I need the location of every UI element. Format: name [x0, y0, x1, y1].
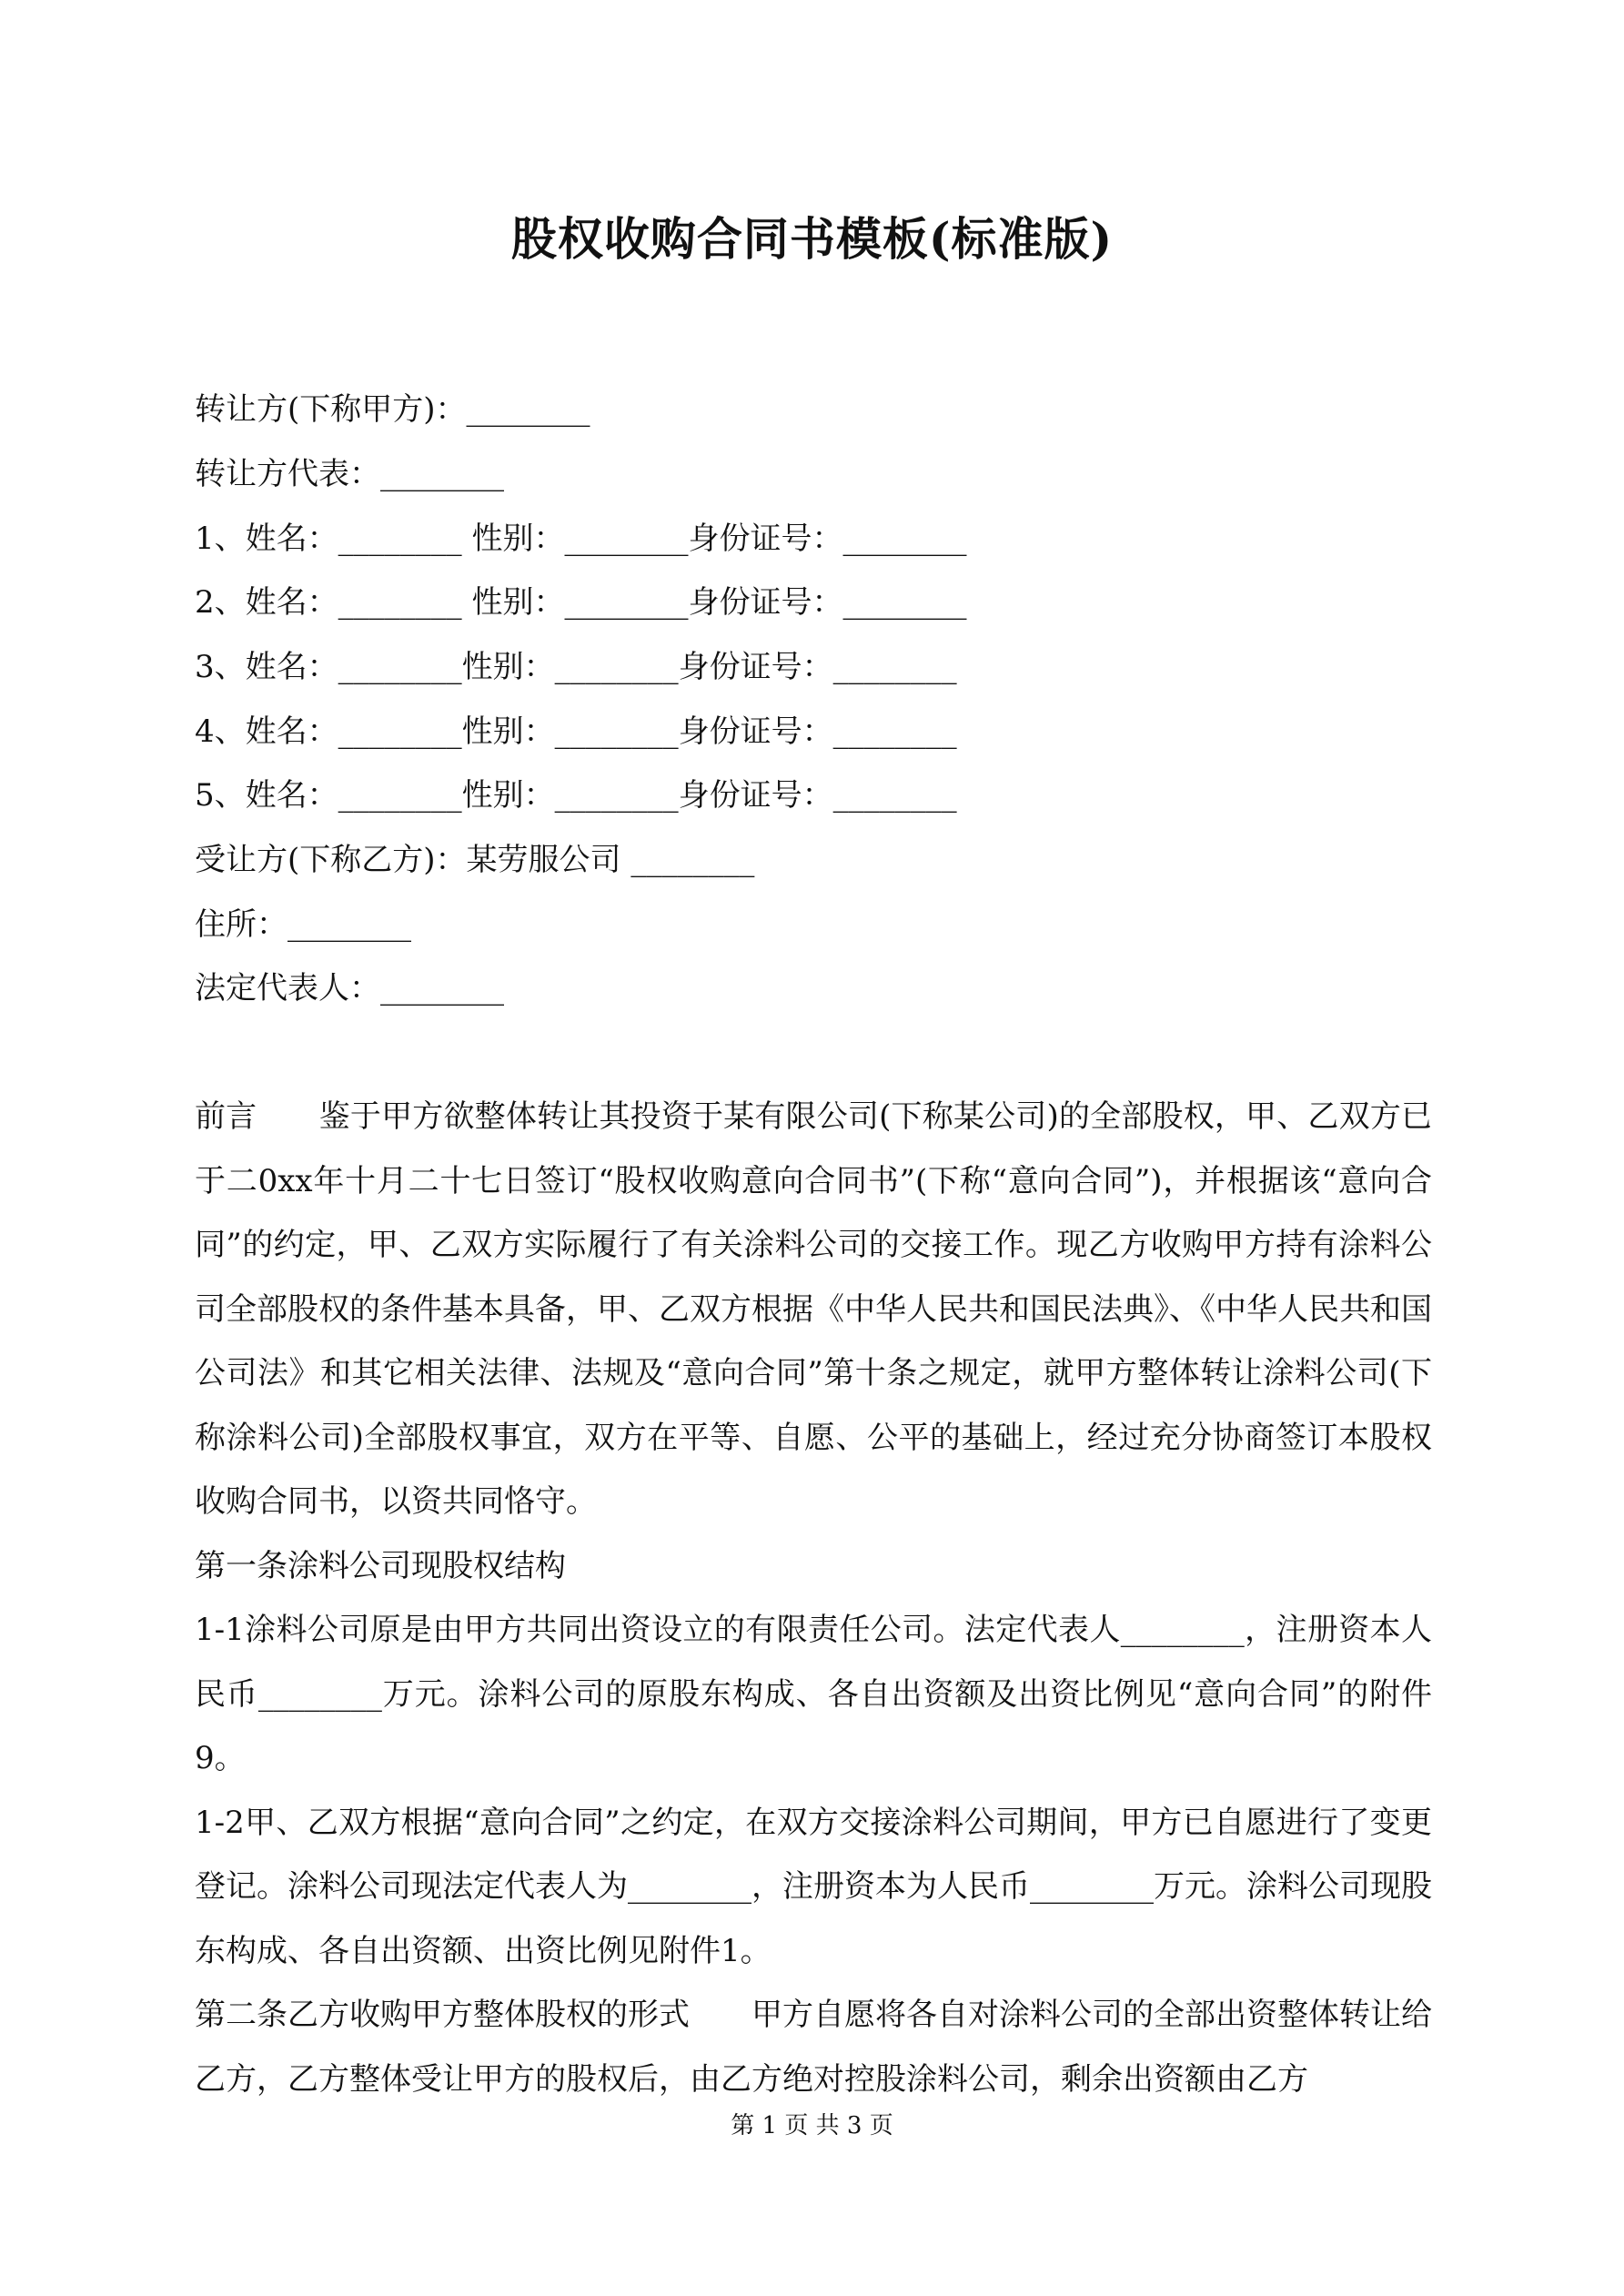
party-line-person-3: 3、姓名：________性别：________身份证号：________: [195, 649, 957, 685]
party-line-legal-representative: 法定代表人：________: [195, 970, 504, 1006]
contract-body: [195, 1085, 1432, 2111]
page-footer: 第 1 页 共 3 页: [731, 2112, 893, 2139]
paragraph-article-2: 第二条乙方收购甲方整体股权的形式 甲方自愿将各自对涂料公司的全部出资整体转让给乙方，乙方整体受让甲方的股权后，由乙方绝对控股涂料公司，剩余出资额由乙方: [195, 1997, 1432, 2098]
paragraph-clause-1-2: 1-2甲、乙双方根据“意向合同”之约定，在双方交接涂料公司期间，甲方已自愿进行了变更登记。涂料公司现法定代表人为________，注册资本为人民币________万元。涂料公司现股东构成、各自出资额、出资比例见附件1。: [195, 1804, 1432, 1969]
paragraph-article-1-heading: 第一条涂料公司现股权结构: [195, 1547, 566, 1584]
party-line-person-1: 1、姓名：________ 性别：________身份证号：________: [195, 521, 967, 557]
party-line-person-5: 5、姓名：________性别：________身份证号：________: [195, 777, 957, 814]
party-line-transferor-representative: 转让方代表：________: [195, 456, 504, 492]
party-line-transferor: 转让方(下称甲方)：________: [195, 391, 590, 428]
paragraph-clause-1-1: 1-1涂料公司原是由甲方共同出资设立的有限责任公司。法定代表人________，注册资本人民币________万元。涂料公司的原股东构成、各自出资额及出资比例见“意向合同”的附件9。: [195, 1612, 1432, 1776]
paragraph-preamble: 前言 鉴于甲方欲整体转让其投资于某有限公司(下称某公司)的全部股权，甲、乙双方已于二0xx年十月二十七日签订“股权收购意向合同书”(下称“意向合同”)，并根据该“意向合同”的约定，甲、乙双方实际履行了有关涂料公司的交接工作。现乙方收购甲方持有涂料公司全部股权的条件基本具备，甲、乙双方根据《中华人民共和国民法典》、《中华人民共和国公司法》和其它相关法律、法规及“意向合同”第十条之规定，就甲方整体转让涂料公司(下称涂料公司)全部股权事宜，双方在平等、自愿、公平的基础上，经过充分协商签订本股权收购合同书，以资共同恪守。: [195, 1098, 1432, 1520]
party-line-person-4: 4、姓名：________性别：________身份证号：________: [195, 713, 957, 750]
party-line-transferee: 受让方(下称乙方)：某劳服公司 ________: [195, 842, 755, 878]
document-title: 股权收购合同书模板(标准版): [510, 212, 1114, 266]
party-line-address: 住所：________: [195, 906, 411, 943]
party-line-person-2: 2、姓名：________ 性别：________身份证号：________: [195, 584, 967, 621]
